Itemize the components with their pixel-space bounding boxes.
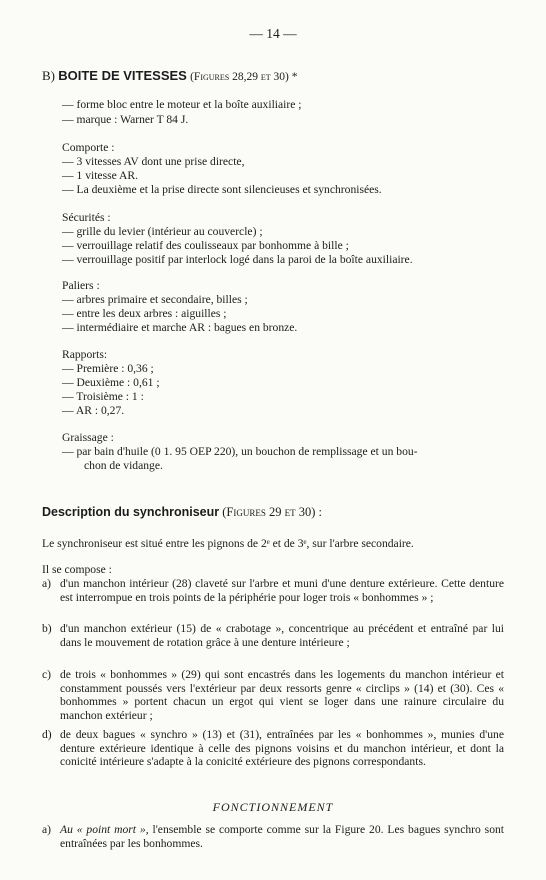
paliers-label: Paliers : [62, 279, 100, 292]
item-text [60, 823, 504, 850]
item-label: b) [42, 622, 52, 635]
section-heading [42, 68, 297, 84]
page-number: — 14 — [249, 26, 297, 41]
section-title: BOITE DE VITESSES [58, 68, 187, 83]
item-label: a) [42, 823, 52, 836]
fonctionnement-title: FONCTIONNEMENT [212, 800, 334, 814]
list-item: — AR : 0,27. [62, 404, 125, 417]
paragraph: Il se compose : [42, 563, 112, 576]
list-item [42, 622, 504, 649]
list-item [42, 668, 504, 723]
list-item [42, 728, 504, 769]
item-label: a) [42, 577, 52, 590]
list-item: — Deuxième : 0,61 ; [62, 376, 160, 389]
description-title: Description du synchroniseur [42, 505, 220, 519]
section-prefix: B) [42, 68, 55, 83]
rapports-label: Rapports: [62, 348, 108, 361]
securites-label: Sécurités : [62, 211, 111, 224]
item-text: de deux bagues « synchro » (13) et (31), entraînées par les « bonhommes », munies d'une denture extérieure identique à celle des pignons voisins et du manchon intérieur, et dont la conicité intérieure s'adapte à la conicité extérieure des pignons correspondants. [60, 728, 504, 769]
list-item: — entre les deux arbres : aiguilles ; [62, 307, 227, 320]
list-item [42, 577, 504, 604]
list-item: — 1 vitesse AR. [62, 169, 139, 182]
description-figures: (Figures 29 et 30) : [222, 505, 322, 519]
list-item-continued: chon de vidange. [84, 459, 163, 472]
comporte-label: Comporte : [62, 141, 115, 154]
item-label: d) [42, 728, 52, 741]
list-item: — verrouillage relatif des coulisseaux par bonhomme à bille ; [62, 239, 349, 252]
list-item: — La deuxième et la prise directe sont silencieuses et synchronisées. [62, 183, 382, 196]
list-item [42, 823, 504, 850]
item-text: d'un manchon intérieur (28) claveté sur l'arbre et muni d'une denture extérieure. Cette denture est interrompue en trois points de la périphérie pour loger trois « bonhommes » ; [60, 577, 504, 604]
paragraph: Le synchroniseur est situé entre les pignons de 2ᵉ et de 3ᵉ, sur l'arbre secondaire. [42, 537, 414, 550]
list-item: — verrouillage positif par interlock logé dans la paroi de la boîte auxiliaire. [62, 253, 413, 266]
list-item: — Première : 0,36 ; [62, 362, 154, 375]
item-italic: Au « point mort », [60, 823, 149, 836]
item-label: c) [42, 668, 52, 681]
item-text: d'un manchon extérieur (15) de « crabotage », concentrique au précédent et entraîné par lui dans le mouvement de rotation grâce à une denture intérieure ; [60, 622, 504, 649]
list-item: — 3 vitesses AV dont une prise directe, [62, 155, 245, 168]
item-text: de trois « bonhommes » (29) qui sont encastrés dans les logements du manchon intérieur et constamment poussés vers l'extérieur par deux ressorts genre « circlips » (14) et (30). Ces « bonhommes » portent chacun un ergot qui vient se loger dans une rainure circulaire du manchon extérieur ; [60, 668, 504, 723]
list-item: — Troisième : 1 : [62, 390, 144, 403]
list-item: — arbres primaire et secondaire, billes ; [62, 293, 248, 306]
graissage-label: Graissage : [62, 431, 114, 444]
intro-line: — marque : Warner T 84 J. [62, 113, 189, 126]
description-heading [42, 505, 322, 520]
list-item: — par bain d'huile (0 1. 95 OEP 220), un bouchon de remplissage et un bou- [62, 445, 418, 458]
item-rest: l'ensemble se comporte comme sur la Figure 20. Les bagues synchro sont entraînées par les bonhommes. [60, 823, 505, 850]
intro-line: — forme bloc entre le moteur et la boîte auxiliaire ; [62, 98, 302, 111]
list-item: — intermédiaire et marche AR : bagues en bronze. [62, 321, 298, 334]
list-item: — grille du levier (intérieur au couvercle) ; [62, 225, 263, 238]
section-figures: (Figures 28,29 et 30) * [190, 71, 298, 83]
